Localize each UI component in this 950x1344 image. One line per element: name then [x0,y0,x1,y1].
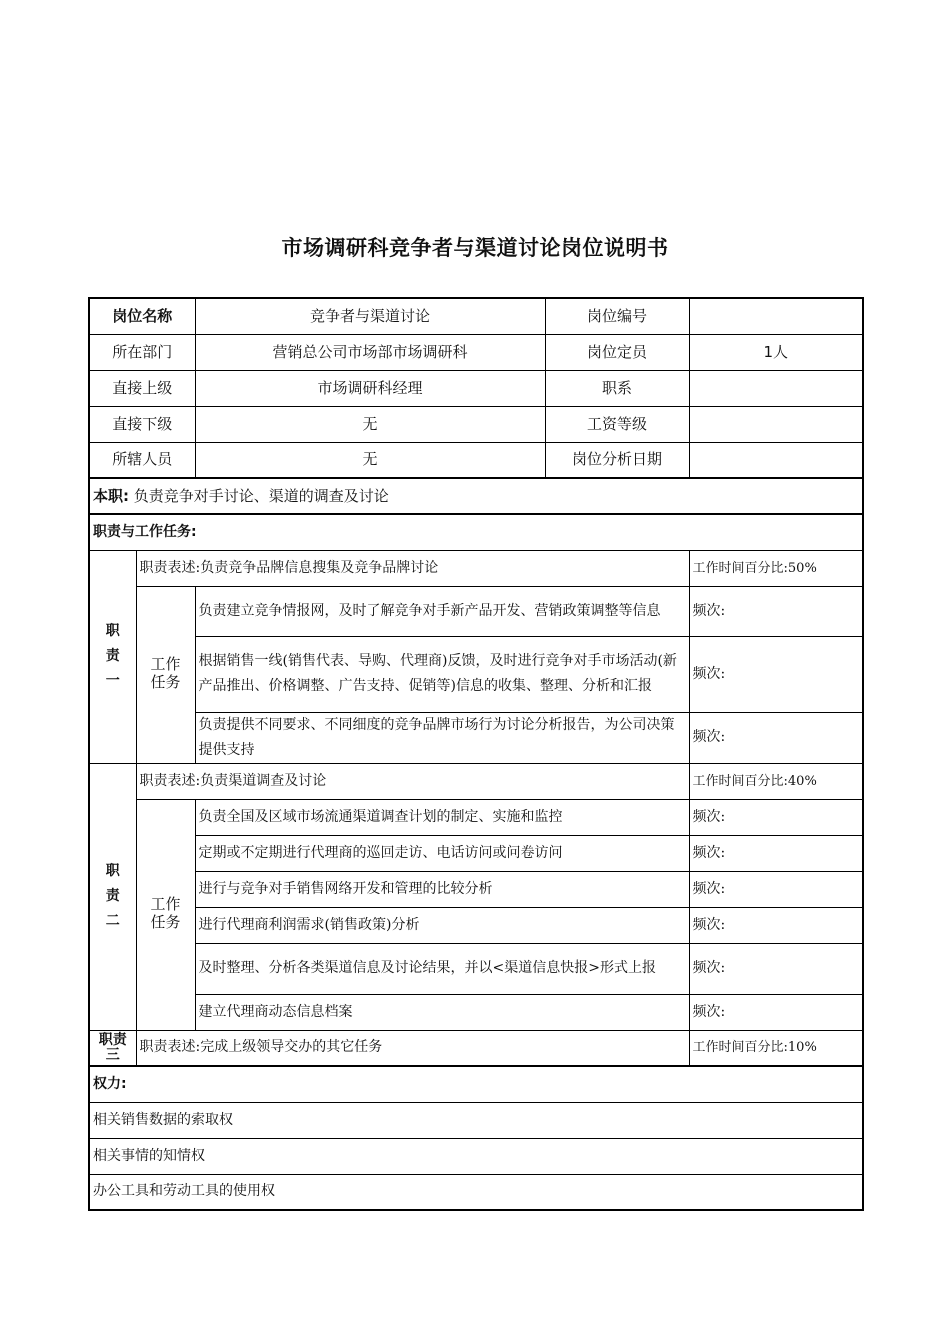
duty3-statement: 职责表述:完成上级领导交办的其它任务 [136,1030,689,1066]
duty1-task-text: 负责建立竞争情报网，及时了解竞争对手新产品开发、营销政策调整等信息 [195,586,689,636]
duty-summary-colon: : [123,486,130,505]
duty1-statement: 职责表述:负责竞争品牌信息搜集及竞争品牌讨论 [136,550,689,586]
department-label: 所在部门 [89,334,195,370]
duty1-task-row [89,586,863,636]
duty2-tasks-label-text: 工作任务 [150,894,181,931]
headcount-label: 岗位定员 [545,334,689,370]
series-label: 职系 [545,370,689,406]
analysis-date-label: 岗位分析日期 [545,442,689,478]
duty1-task-text: 根据销售一线(销售代表、导购、代理商)反馈，及时进行竞争对手市场活动(新产品推出、价格调整、广告支持、促销等)信息的收集、整理、分析和汇报 [195,636,689,712]
duty-summary-text: 负责竞争对手讨论、渠道的调查及讨论 [133,486,389,505]
responsibilities-header-row [89,514,863,550]
headcount-value: 1人 [689,334,863,370]
salary-grade-label: 工资等级 [545,406,689,442]
info-row-subordinate [89,406,863,442]
duty2-task-text: 建立代理商动态信息档案 [195,994,689,1030]
duty2-task-text: 及时整理、分析各类渠道信息及讨论结果，并以<渠道信息快报>形式上报 [195,943,689,994]
authority-row [89,1174,863,1210]
duty1-time: 工作时间百分比:50% [689,550,863,586]
duty1-task-freq: 频次: [689,712,863,763]
duty1-task-row [89,712,863,763]
duty2-statement-row [89,763,863,799]
duty2-task-freq: 频次: [689,835,863,871]
duty2-task-text: 负责全国及区域市场流通渠道调查计划的制定、实施和监控 [195,799,689,835]
duty1-task-row [89,636,863,712]
info-row-superior [89,370,863,406]
duty2-task-freq: 频次: [689,994,863,1030]
authority-row [89,1138,863,1174]
salary-grade-value [689,406,863,442]
department-value: 营销总公司市场部市场调研科 [195,334,545,370]
authority-item: 相关事情的知情权 [89,1138,863,1174]
duty2-label-text: 职责二 [105,863,120,929]
duty3-label-text: 职责三 [98,1031,127,1063]
subordinate-value: 无 [195,406,545,442]
duty-summary-row [89,478,863,514]
duty1-tasks-label-text: 工作任务 [150,654,181,691]
authority-item: 办公工具和劳动工具的使用权 [89,1174,863,1210]
duty2-task-row [89,994,863,1030]
staff-label: 所辖人员 [89,442,195,478]
duty1-task-freq: 频次: [689,636,863,712]
duty1-label-text: 职责一 [105,623,120,689]
duty2-task-row [89,907,863,943]
info-row-position [89,298,863,334]
duty2-task-freq: 频次: [689,943,863,994]
duty2-task-freq: 频次: [689,907,863,943]
series-value [689,370,863,406]
duty2-task-row [89,943,863,994]
duty2-task-freq: 频次: [689,799,863,835]
page-title: 市场调研科竞争者与渠道讨论岗位说明书 [281,236,669,260]
info-row-department [89,334,863,370]
duty3-time: 工作时间百分比:10% [689,1030,863,1066]
duty2-task-row [89,835,863,871]
position-code-value [689,298,863,334]
authority-row [89,1102,863,1138]
authority-item: 相关销售数据的索取权 [89,1102,863,1138]
duty2-task-text: 进行与竞争对手销售网络开发和管理的比较分析 [195,871,689,907]
responsibilities-header: 职责与工作任务: [89,514,863,550]
job-description-table [88,297,864,1211]
subordinate-label: 直接下级 [89,406,195,442]
duty2-tasks-label [136,799,195,1030]
duty1-task-text: 负责提供不同要求、不同细度的竞争品牌市场行为讨论分析报告，为公司决策提供支持 [195,712,689,763]
analysis-date-value [689,442,863,478]
duty1-statement-row [89,550,863,586]
duty2-task-text: 定期或不定期进行代理商的巡回走访、电话访问或问卷访问 [195,835,689,871]
duty1-task-freq: 频次: [689,586,863,636]
position-name-value: 竞争者与渠道讨论 [195,298,545,334]
duty3-row [89,1030,863,1066]
superior-label: 直接上级 [89,370,195,406]
duty-summary [89,478,863,514]
info-row-staff [89,442,863,478]
duty1-tasks-label [136,586,195,763]
duty2-task-text: 进行代理商利润需求(销售政策)分析 [195,907,689,943]
duty2-label [89,763,136,1030]
duty2-task-row [89,799,863,835]
duty2-time: 工作时间百分比:40% [689,763,863,799]
duty1-label [89,550,136,763]
duty3-label [89,1030,136,1066]
position-code-label: 岗位编号 [545,298,689,334]
position-name-label: 岗位名称 [89,298,195,334]
duty2-task-row [89,871,863,907]
staff-value: 无 [195,442,545,478]
duty2-task-freq: 频次: [689,871,863,907]
authority-header: 权力: [89,1066,863,1102]
duty-summary-label: 本职 [93,486,124,505]
duty2-statement: 职责表述:负责渠道调查及讨论 [136,763,689,799]
superior-value: 市场调研科经理 [195,370,545,406]
authority-header-row [89,1066,863,1102]
